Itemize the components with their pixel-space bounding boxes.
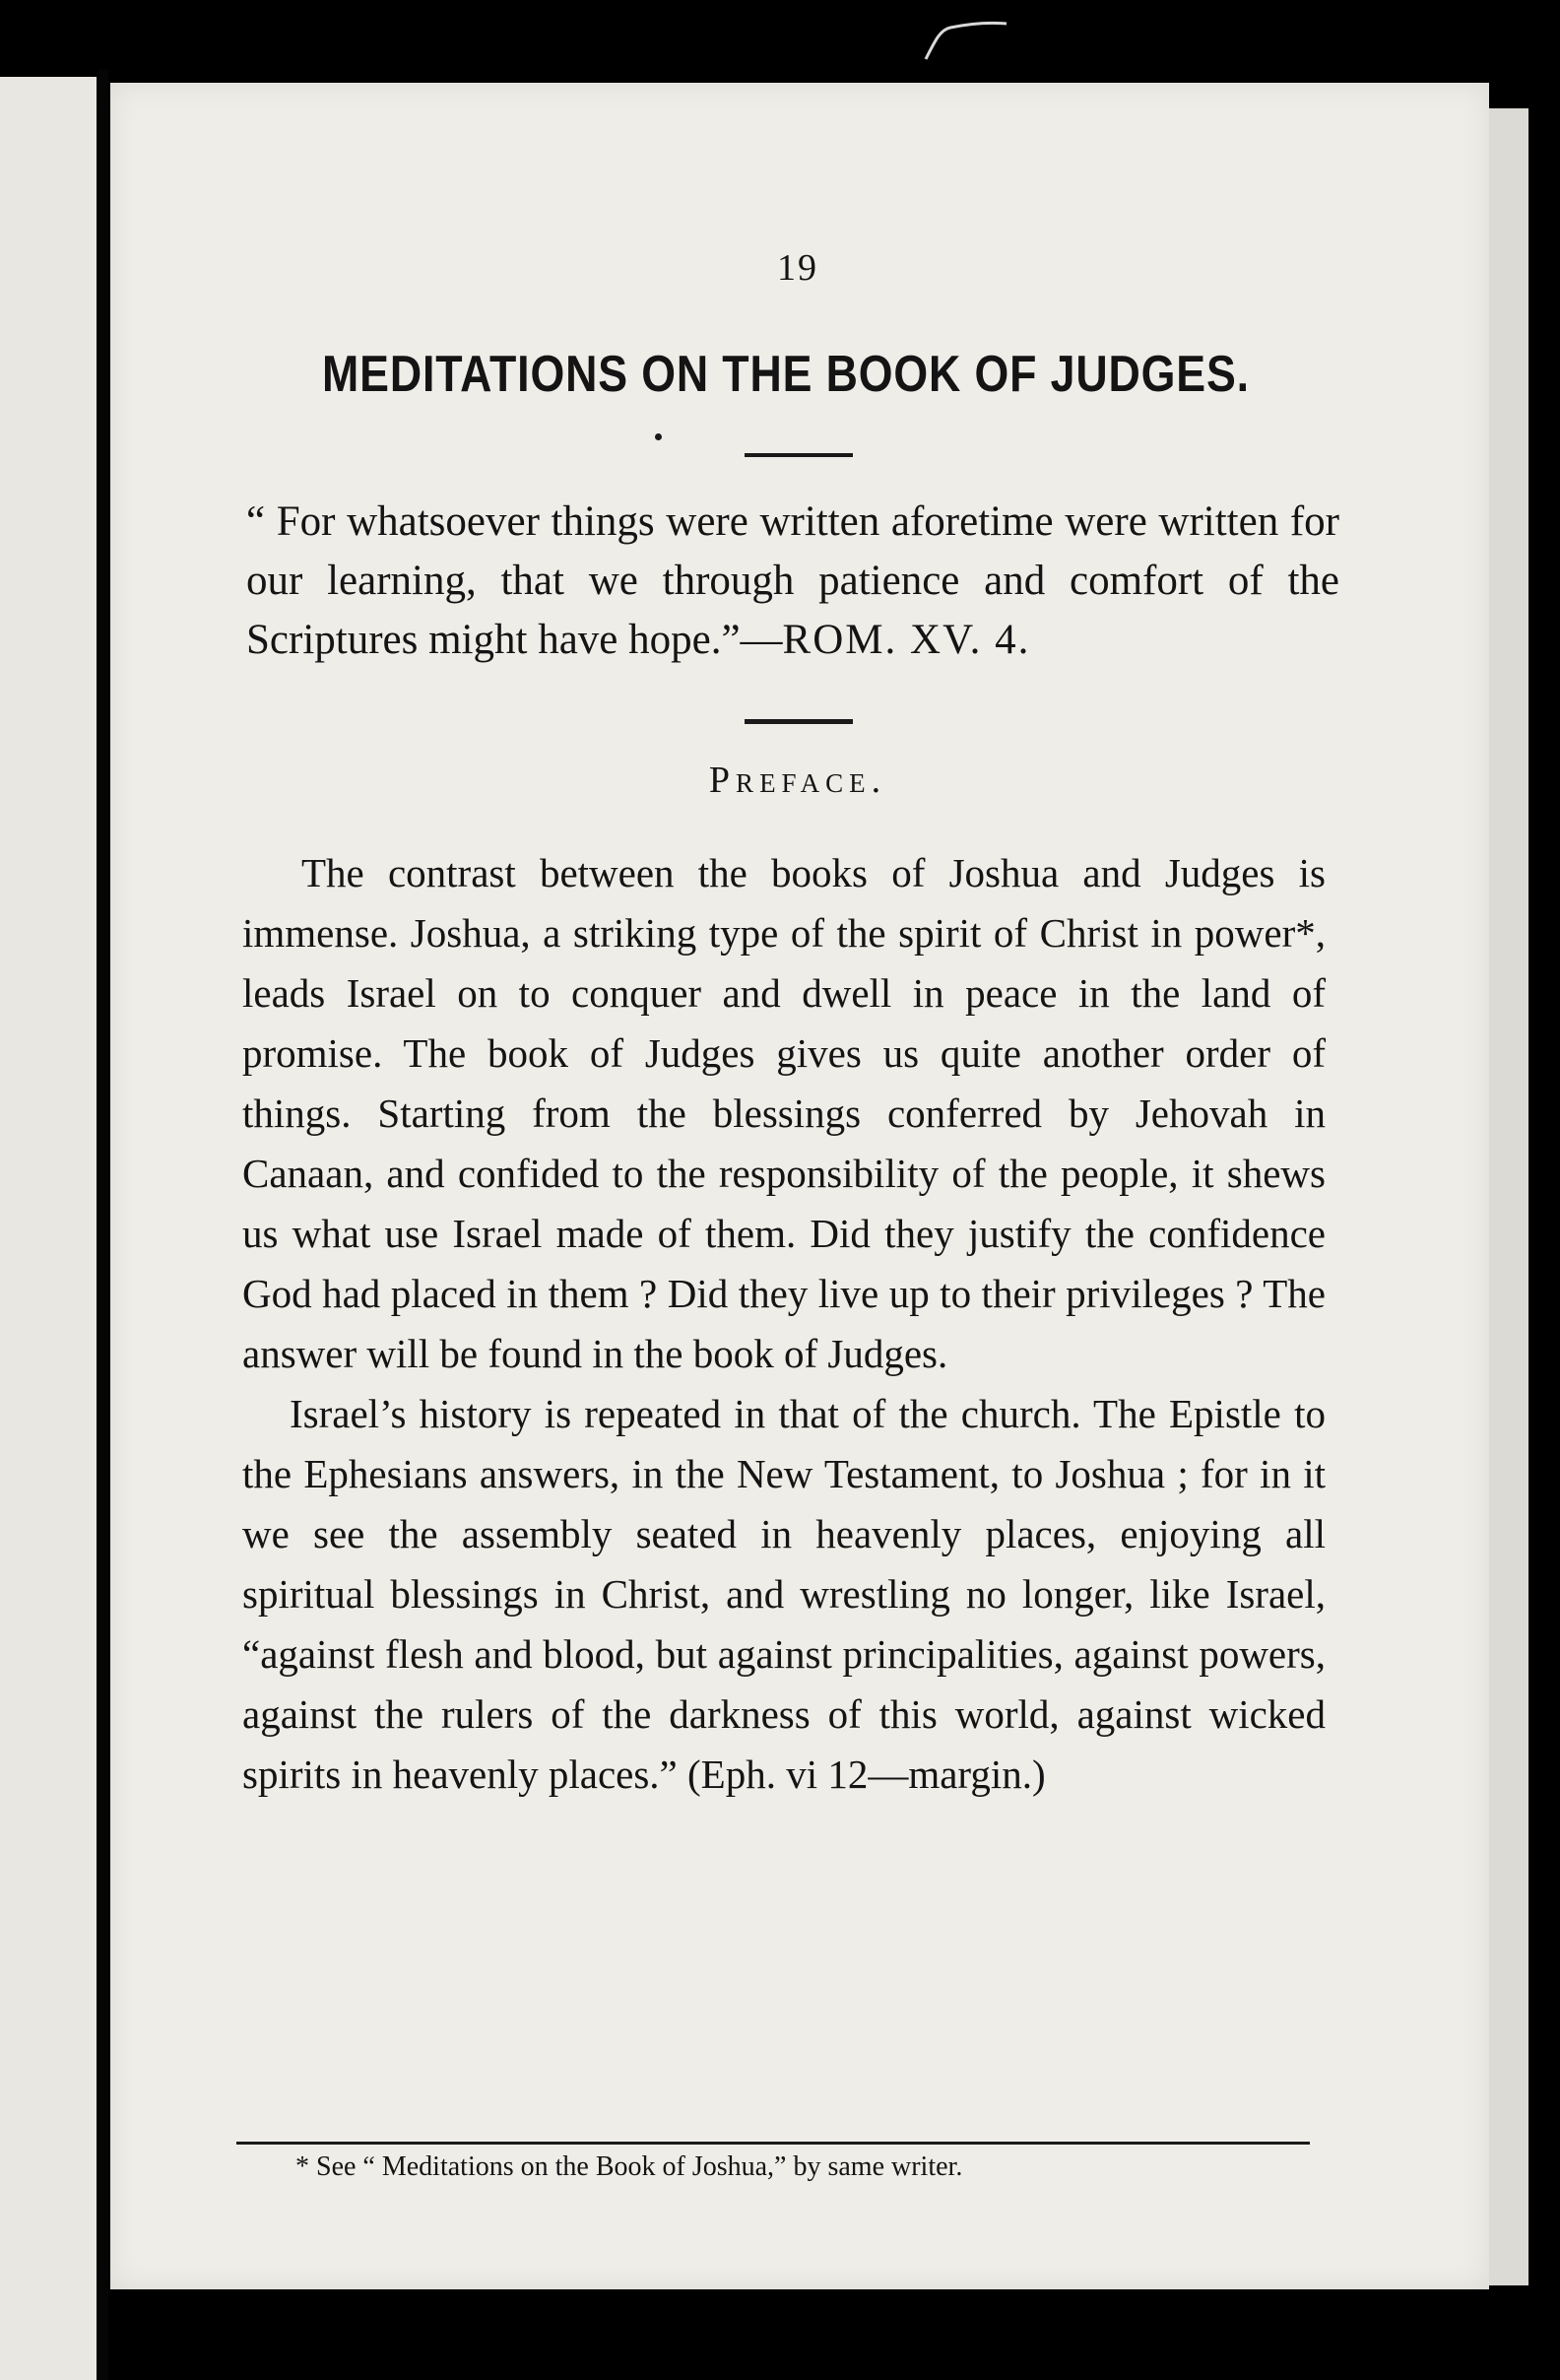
pencil-mark bbox=[916, 10, 1014, 69]
epigraph-rule bbox=[745, 719, 853, 724]
epigraph-quote bbox=[246, 493, 1339, 670]
page-number: 19 bbox=[777, 247, 818, 289]
epigraph-source: ROM. XV. 4. bbox=[782, 617, 1031, 663]
book-gutter bbox=[98, 69, 108, 2380]
paragraph: Israel’s history is repeated in that of the church. The Epistle to the Ephesians answers, in the New Testament, to Joshua ; for in it we see the assembly seated in heavenly places, enjoying all spiritual blessings in Christ, and wrestling no longer, like Israel, “against flesh and blood, but against principalities, against powers, against the rulers of the darkness of this world, against wicked spirits in heavenly places.” (Eph. vi 12—margin.) bbox=[242, 1391, 1326, 1797]
facing-page-edge bbox=[0, 77, 97, 2380]
title-rule bbox=[745, 453, 853, 457]
preface-body bbox=[242, 843, 1326, 1805]
footnote: * See “ Meditations on the Book of Joshua,” by same writer. bbox=[295, 2151, 963, 2182]
paragraph: The contrast between the books of Joshua and Judges is immense. Joshua, a striking type of the spirit of Christ in power*, leads Israel on to conquer and dwell in peace in the land of promise. The book of Judges gives us quite another order of things. Starting from the blessings conferred by Jehovah in Canaan, and confided to the responsibility of the people, it shews us what use Israel made of them. Did they justify the confidence God had placed in them ? Did they live up to their privileges ? The answer will be found in the book of Judges. bbox=[242, 850, 1326, 1376]
ornament-dot bbox=[655, 433, 662, 440]
epigraph-text: “ For whatsoever things were written aforetime were written for our learning, that we through patience and comfort of the Scriptures might have hope.”— bbox=[246, 498, 1339, 663]
footnote-rule bbox=[236, 2142, 1310, 2145]
page-stack-edge bbox=[1489, 108, 1528, 2285]
preface-heading: Preface. bbox=[708, 760, 887, 801]
page-title: MEDITATIONS ON THE BOOK OF JUDGES. bbox=[322, 346, 1250, 403]
